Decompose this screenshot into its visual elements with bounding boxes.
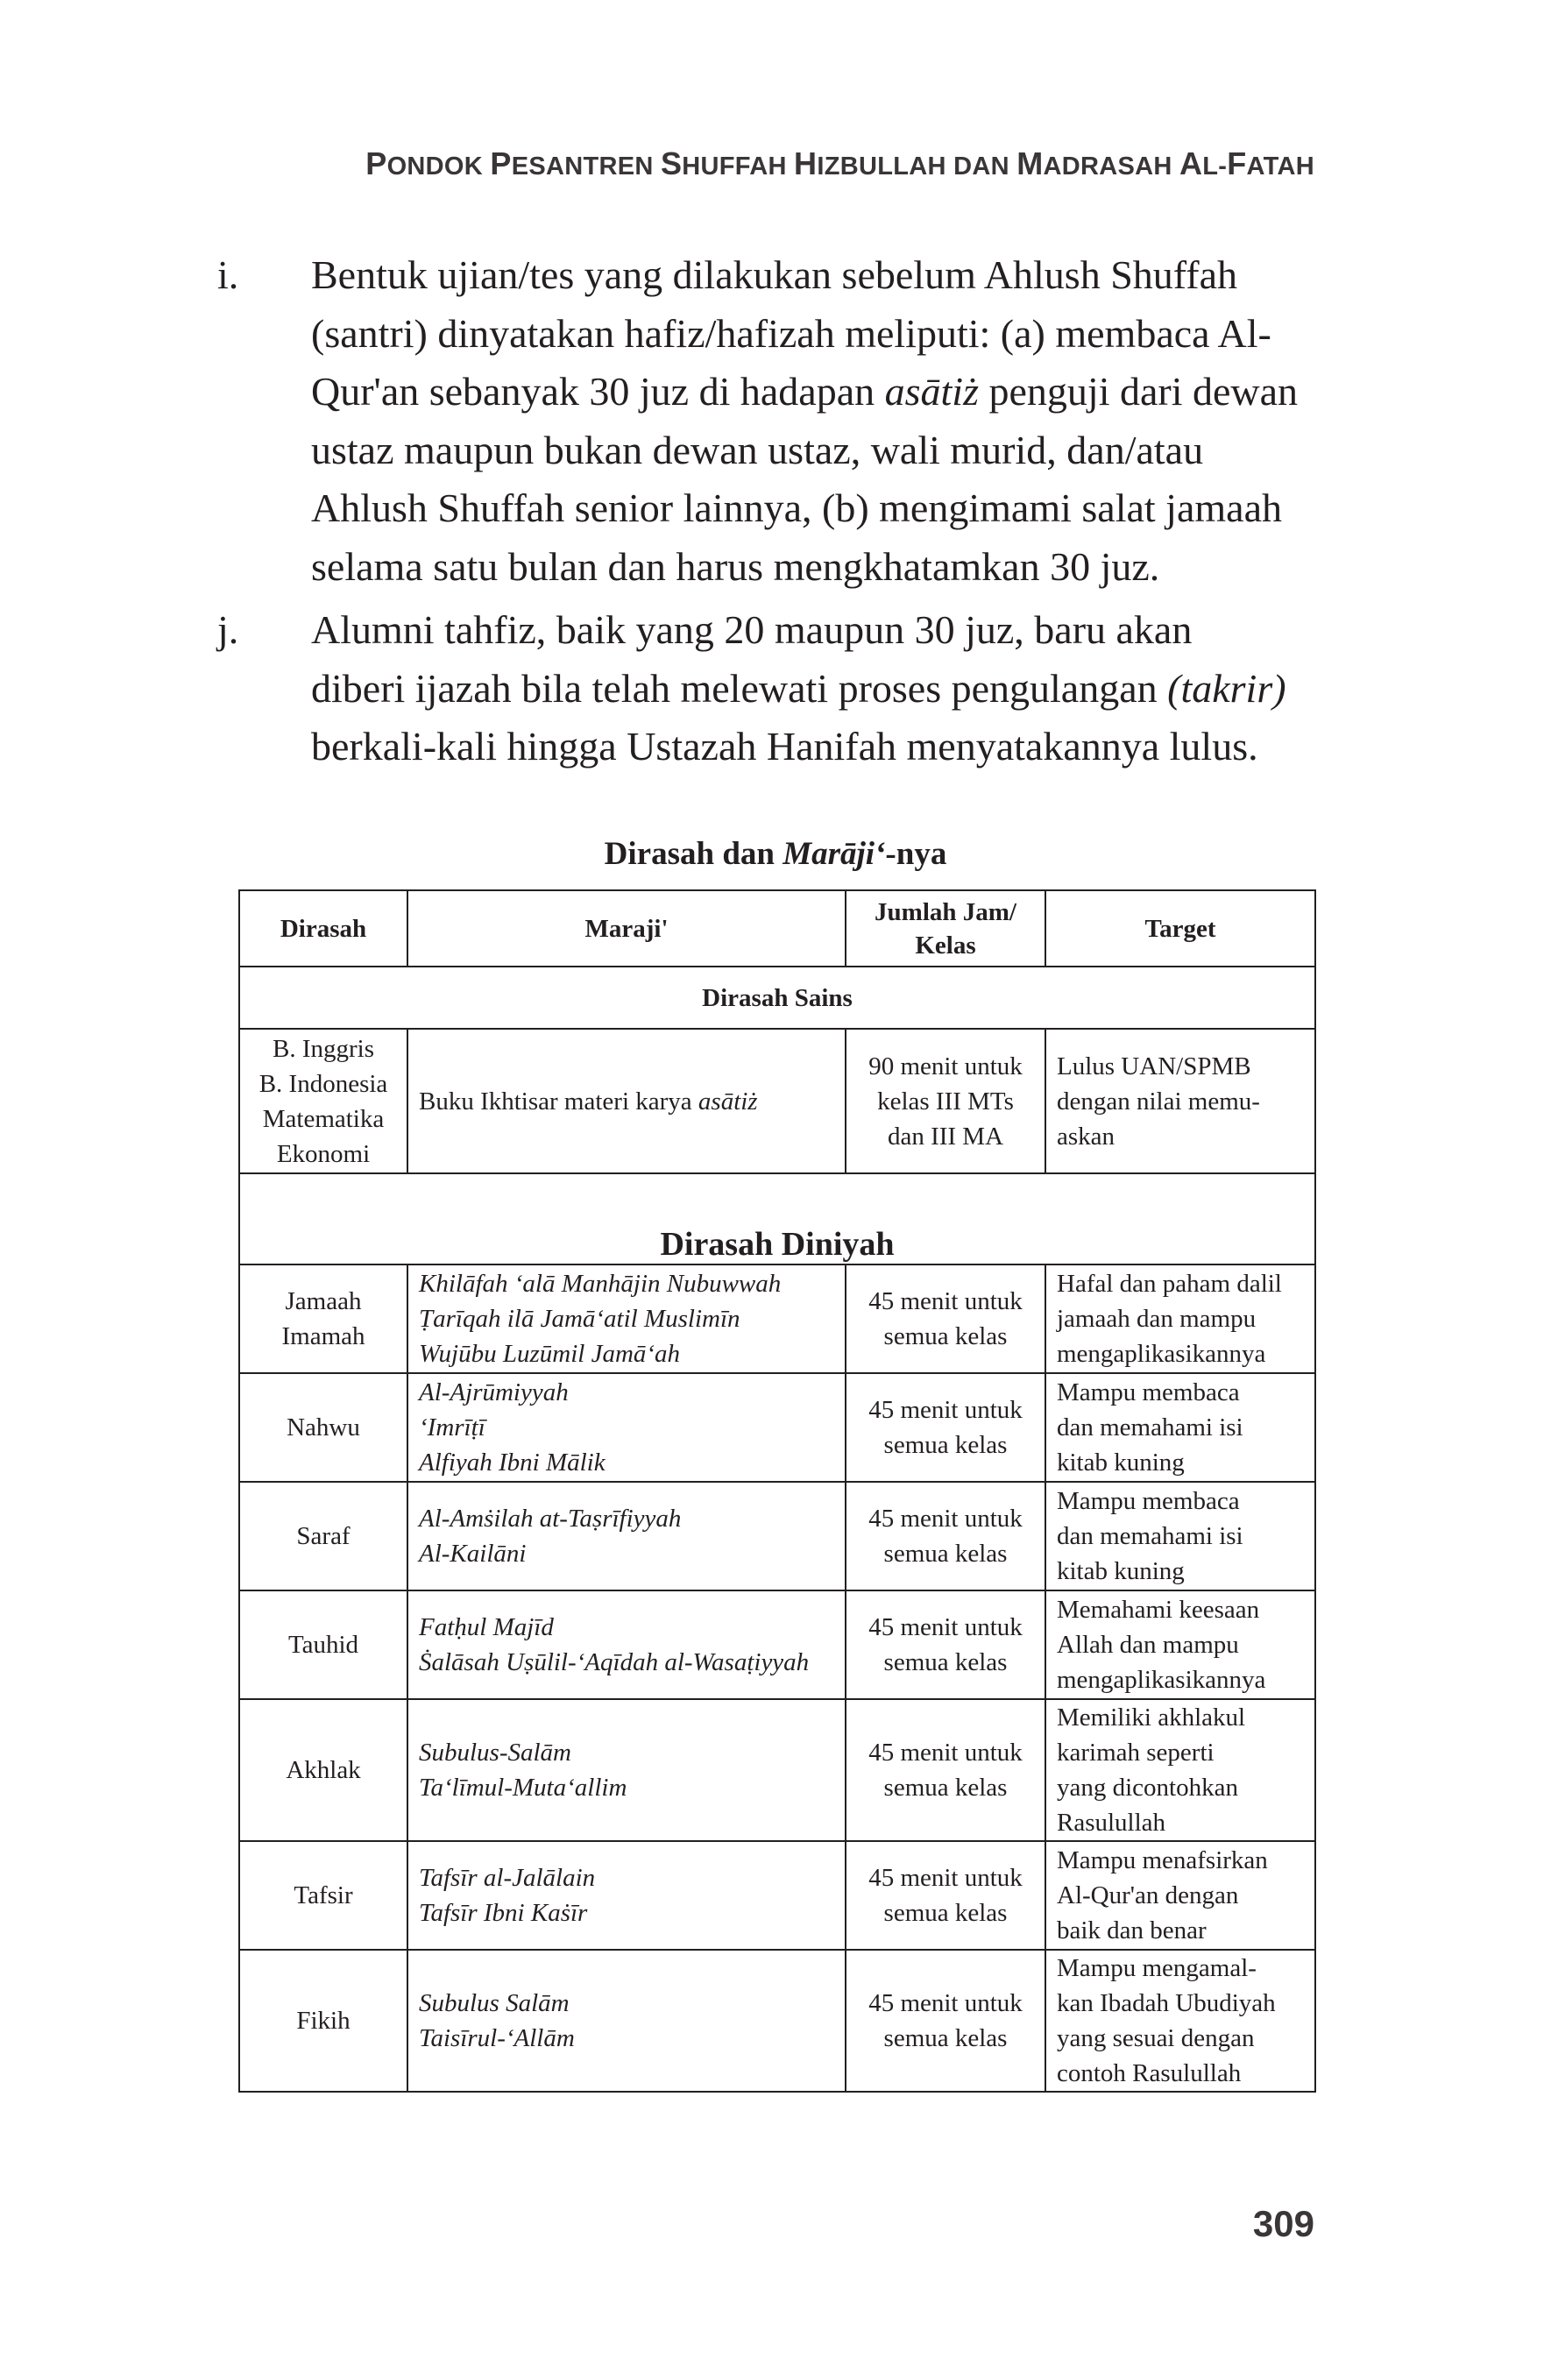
- cell-line: yang sesuai dengan: [1057, 2024, 1255, 2052]
- text-line: Ahlush Shuffah senior lainnya, (b) mengimami salat jamaah: [311, 485, 1282, 530]
- cell-line: karimah seperti: [1057, 1739, 1215, 1767]
- header-dirasah: Dirasah: [239, 890, 407, 967]
- cell-line: ʻImrīṭī: [419, 1413, 485, 1441]
- cell-line: kitab kuning: [1057, 1557, 1185, 1585]
- cell-line: dan memahami isi: [1057, 1522, 1243, 1550]
- running-title-part: PONDOK: [365, 145, 491, 181]
- cell-dirasah: [239, 1841, 407, 1950]
- section-title: Dirasah Sains: [239, 967, 1315, 1029]
- cell-line: kelas III MTs: [877, 1087, 1014, 1116]
- cell-jam: [846, 1029, 1045, 1173]
- cell-line: Mampu membaca: [1057, 1378, 1240, 1406]
- cell-line: Akhlak: [286, 1756, 361, 1784]
- cell-jam: [846, 1373, 1045, 1482]
- cell-dirasah: [239, 1699, 407, 1841]
- text-line: diberi ijazah bila telah melewati proses pengulangan (takrir): [311, 665, 1286, 711]
- running-title-part: SHUFFAH: [660, 145, 795, 181]
- cell-maraji: [407, 1264, 846, 1373]
- cell-line: 45 menit untuk: [868, 1864, 1023, 1892]
- cell-maraji: [407, 1590, 846, 1699]
- cell-line: Jamaah: [285, 1287, 362, 1315]
- cell-line: B. Indonesia: [258, 1069, 388, 1098]
- cell-line: Hafal dan paham dalil: [1057, 1270, 1282, 1298]
- cell-text: Buku Ikhtisar materi karya: [419, 1087, 698, 1116]
- cell-line: kitab kuning: [1057, 1449, 1185, 1477]
- cell-line: dengan nilai memu-: [1057, 1087, 1260, 1116]
- table-row: [239, 1950, 1315, 2092]
- cell-line: 45 menit untuk: [868, 1287, 1023, 1315]
- cell-line: Nahwu: [287, 1413, 360, 1441]
- cell-line: Mampu mengamal-: [1057, 1954, 1257, 1982]
- cell-jam: [846, 1264, 1045, 1373]
- cell-text-italic: asātiż: [698, 1087, 758, 1116]
- table-row: [239, 1482, 1315, 1590]
- list-item-text: [311, 246, 1314, 596]
- cell-line: 45 menit untuk: [868, 1989, 1023, 2017]
- list-marker: i.: [217, 252, 239, 297]
- list-marker: j.: [217, 607, 239, 652]
- cell-dirasah: [239, 1590, 407, 1699]
- header-jumlah-jam: Jumlah Jam/ Kelas: [846, 890, 1045, 967]
- table-row: [239, 1264, 1315, 1373]
- cell-line: Fikih: [296, 2007, 351, 2035]
- cell-line: Tafsīr Ibni Kaṡīr: [419, 1899, 588, 1927]
- table-title-suffix: -nya: [885, 836, 947, 872]
- cell-line: Ṭarīqah ilā Jamāʻatil Muslimīn: [419, 1305, 740, 1333]
- cell-line: Tafsīr al-Jalālain: [419, 1864, 596, 1892]
- cell-dirasah: [239, 1264, 407, 1373]
- cell-target: [1045, 1590, 1315, 1699]
- section-row-sains: [239, 967, 1315, 1029]
- cell-maraji: [407, 1699, 846, 1841]
- cell-jam: [846, 1482, 1045, 1590]
- page-number: 309: [1252, 2203, 1314, 2244]
- cell-target: [1045, 1482, 1315, 1590]
- cell-line: 45 menit untuk: [868, 1396, 1023, 1424]
- cell-line: Ṡalāsah Uṣūlil-ʻAqīdah al-Wasaṭiyyah: [419, 1648, 810, 1676]
- cell-jam: [846, 1699, 1045, 1841]
- table-title: [237, 835, 1314, 873]
- cell-line: Tafsir: [294, 1881, 353, 1909]
- cell-line: Mampu menafsirkan: [1057, 1846, 1268, 1874]
- running-title-part: MADRASAH: [1016, 145, 1179, 181]
- list-item-text: [311, 601, 1314, 776]
- cell-line: mengaplikasikannya: [1057, 1666, 1266, 1694]
- cell-line: B. Inggris: [273, 1034, 374, 1063]
- cell-line: Tauhid: [287, 1631, 359, 1659]
- cell-maraji: [407, 1950, 846, 2092]
- cell-line: Fatḥul Majīd: [419, 1613, 554, 1641]
- cell-line: Lulus UAN/SPMB: [1057, 1052, 1251, 1080]
- cell-jam: [846, 1950, 1045, 2092]
- table-title-text: Dirasah dan: [604, 836, 783, 872]
- cell-target: [1045, 1373, 1315, 1482]
- table-row: [239, 1373, 1315, 1482]
- cell-line: Rasulullah: [1057, 1809, 1166, 1837]
- cell-line: Mampu membaca: [1057, 1487, 1240, 1515]
- cell-line: Alfiyah Ibni Mālik: [419, 1449, 606, 1477]
- cell-line: Taʻlīmul-Mutaʻallim: [419, 1774, 627, 1802]
- cell-line: semua kelas: [883, 2024, 1008, 2052]
- cell-line: 45 menit untuk: [868, 1613, 1023, 1641]
- cell-line: jamaah dan mampu: [1057, 1305, 1257, 1333]
- cell-dirasah: [239, 1950, 407, 2092]
- table-row: [239, 1590, 1315, 1699]
- cell-dirasah: [239, 1373, 407, 1482]
- cell-jam: [846, 1841, 1045, 1950]
- running-title-part: HIZBULLAH DAN: [794, 145, 1017, 181]
- table-row: [239, 1841, 1315, 1950]
- cell-line: Subulus Salām: [419, 1989, 570, 2017]
- cell-line: 45 menit untuk: [868, 1739, 1023, 1767]
- cell-maraji: [407, 1029, 846, 1173]
- cell-line: Al-Amṡilah at-Taṣrīfiyyah: [419, 1505, 682, 1533]
- running-title-part: AL-: [1179, 145, 1228, 181]
- cell-dirasah: [239, 1482, 407, 1590]
- cell-line: 90 menit untuk: [868, 1052, 1023, 1080]
- text-line: Bentuk ujian/tes yang dilakukan sebelum Ahlush Shuffah: [311, 252, 1238, 297]
- text-line: (santri) dinyatakan hafiz/hafizah meliputi: (a) membaca Al-: [311, 310, 1271, 356]
- header-target: Target: [1045, 890, 1315, 967]
- header-maraji: Maraji': [407, 890, 846, 967]
- cell-target: [1045, 1841, 1315, 1950]
- cell-line: semua kelas: [883, 1540, 1008, 1568]
- text-line: Qur'an sebanyak 30 juz di hadapan asātiż penguji dari dewan: [311, 369, 1299, 414]
- cell-line: Memahami keesaan: [1057, 1596, 1260, 1624]
- table-row: [239, 1699, 1315, 1841]
- cell-maraji: [407, 1841, 846, 1950]
- cell-line: semua kelas: [883, 1648, 1008, 1676]
- cell-line: Khilāfah ʻalā Manhājin Nubuwwah: [419, 1270, 782, 1298]
- cell-line: Al-Kailāni: [419, 1540, 527, 1568]
- cell-line: Subulus-Salām: [419, 1739, 571, 1767]
- cell-line: semua kelas: [883, 1322, 1008, 1350]
- cell-maraji: [407, 1373, 846, 1482]
- text-line: berkali-kali hingga Ustazah Hanifah menyatakannya lulus.: [311, 724, 1258, 769]
- cell-line: Al-Qur'an dengan: [1057, 1881, 1239, 1909]
- cell-target: [1045, 1029, 1315, 1173]
- cell-dirasah: [239, 1029, 407, 1173]
- cell-line: Wujūbu Luzūmil Jamāʻah: [419, 1340, 681, 1368]
- cell-line: Allah dan mampu: [1057, 1631, 1239, 1659]
- dirasah-table: [238, 889, 1316, 2093]
- cell-line: dan memahami isi: [1057, 1413, 1243, 1441]
- cell-line: Saraf: [296, 1522, 351, 1550]
- cell-target: [1045, 1699, 1315, 1841]
- text-line: Alumni tahfiz, baik yang 20 maupun 30 juz, baru akan: [311, 607, 1193, 652]
- cell-line: Al-Ajrūmiyyah: [419, 1378, 569, 1406]
- cell-line: mengaplikasikannya: [1057, 1340, 1266, 1368]
- cell-line: askan: [1057, 1122, 1115, 1151]
- cell-line: dan III MA: [887, 1122, 1004, 1151]
- cell-line: kan Ibadah Ubudiyah: [1057, 1989, 1276, 2017]
- cell-line: Matematika: [262, 1104, 385, 1133]
- running-title-part: PESANTREN: [490, 145, 661, 181]
- running-title-part: FATAH: [1227, 145, 1314, 181]
- cell-line: Memiliki akhlakul: [1057, 1704, 1246, 1732]
- cell-target: [1045, 1264, 1315, 1373]
- cell-line: 45 menit untuk: [868, 1505, 1023, 1533]
- section-title: Dirasah Diniyah: [239, 1173, 1315, 1264]
- cell-line: semua kelas: [883, 1431, 1008, 1459]
- cell-line: semua kelas: [883, 1899, 1008, 1927]
- cell-line: semua kelas: [883, 1774, 1008, 1802]
- cell-target: [1045, 1950, 1315, 2092]
- table-header-row: [239, 890, 1315, 967]
- section-row-diniyah: [239, 1173, 1315, 1264]
- cell-line: Ekonomi: [276, 1139, 371, 1168]
- cell-line: contoh Rasulullah: [1057, 2059, 1242, 2087]
- running-header: [307, 145, 1314, 182]
- table-title-italic: Marājiʻ: [783, 836, 886, 872]
- cell-maraji: [407, 1482, 846, 1590]
- cell-line: yang dicontohkan: [1057, 1774, 1238, 1802]
- text-line: ustaz maupun bukan dewan ustaz, wali murid, dan/atau: [311, 427, 1204, 472]
- cell-line: Taisīrul-ʻAllām: [419, 2024, 575, 2052]
- cell-jam: [846, 1590, 1045, 1699]
- table-row: [239, 1029, 1315, 1173]
- cell-line: Imamah: [281, 1322, 365, 1350]
- text-line: selama satu bulan dan harus mengkhatamkan 30 juz.: [311, 543, 1160, 589]
- cell-line: baik dan benar: [1057, 1916, 1207, 1944]
